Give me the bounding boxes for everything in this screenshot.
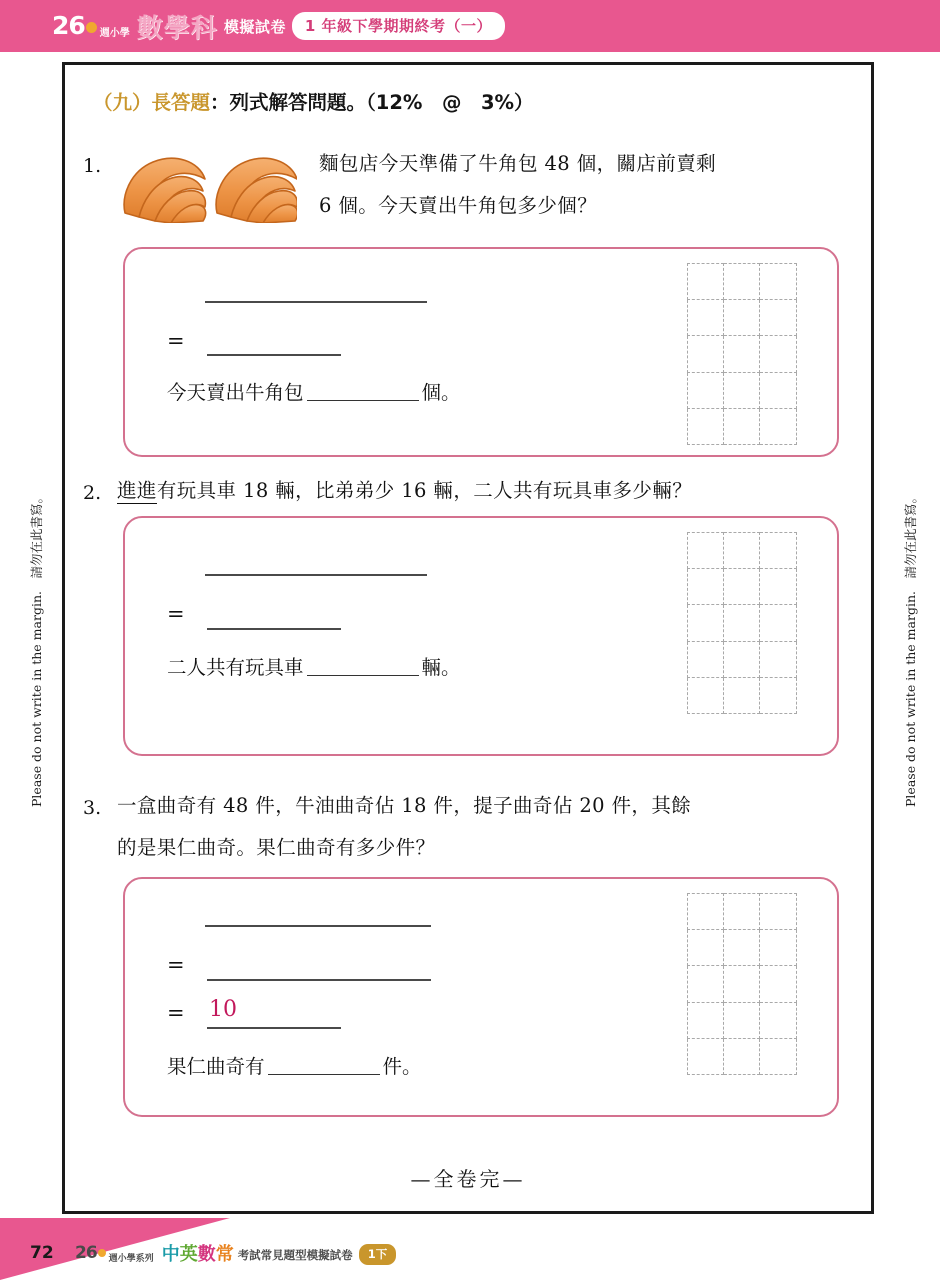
grid-cell[interactable] [760, 1039, 797, 1075]
work-line-1[interactable] [205, 301, 427, 303]
answer-box[interactable] [123, 516, 839, 756]
grid-cell[interactable] [760, 336, 797, 372]
grid-cell[interactable] [760, 893, 797, 930]
working-grid[interactable] [687, 263, 797, 445]
grid-cell[interactable] [687, 605, 724, 641]
section-heading [93, 87, 534, 115]
answer-sentence-suffix: 件。 [382, 1055, 422, 1078]
footer-subject-char-2: 英 [179, 1244, 198, 1265]
answer-blank[interactable] [307, 655, 419, 676]
written-answer-value: 10 [209, 997, 237, 1022]
underlined-name: 進進 [117, 479, 157, 502]
question-2 [65, 470, 877, 780]
grid-cell[interactable] [760, 605, 797, 641]
question-text-rest: 有玩具車 18 輛，比弟弟少 16 輛，二人共有玩具車多少輛？ [156, 479, 693, 502]
subject-title: 數學科 [136, 13, 218, 44]
grid-cell[interactable] [687, 336, 724, 372]
work-line-1[interactable] [205, 925, 431, 927]
margin-note-left: Please do not write in the margin. 請勿在此書寫。 [29, 491, 44, 807]
work-line-2[interactable] [207, 354, 341, 356]
answer-box[interactable] [123, 247, 839, 457]
footer-subject-char-1: 中 [161, 1244, 180, 1265]
footer-subject-char-4: 常 [215, 1244, 234, 1265]
grid-cell[interactable] [760, 930, 797, 966]
answer-sentence-prefix: 二人共有玩具車 [167, 656, 304, 679]
footer-logo-subtitle: 週小學系列 [108, 1253, 154, 1264]
grid-cell[interactable] [687, 1003, 724, 1039]
section-instruction-label: ：列式解答問題。（12% @ 3%） [210, 91, 534, 114]
brand-logo-subtitle: 週小學 [99, 27, 130, 39]
banner-content [52, 9, 505, 43]
grid-cell[interactable] [760, 532, 797, 569]
question-text-line1: 一盒曲奇有 48 件，牛油曲奇佔 18 件，提子曲奇佔 20 件，其餘 [117, 794, 692, 817]
answer-sentence [167, 1051, 422, 1079]
page-number: 72 [30, 1243, 54, 1263]
grid-cell[interactable] [687, 966, 724, 1002]
margin-note-right: Please do not write in the margin. 請勿在此書寫。 [903, 491, 918, 807]
equals-sign-1: = [167, 602, 185, 626]
equals-sign-2: = [167, 1001, 185, 1025]
answer-sentence [167, 652, 461, 680]
grade-term-badge: 1 年級下學期期終考（一） [292, 12, 505, 40]
equals-sign-1: = [167, 953, 185, 977]
brand-logo-26: 26 [52, 10, 85, 40]
grid-cell[interactable] [724, 1039, 761, 1075]
grid-cell[interactable] [687, 263, 724, 300]
answer-sentence-prefix: 果仁曲奇有 [167, 1055, 265, 1078]
grid-cell[interactable] [724, 263, 761, 300]
footer-grade-badge: 1下 [359, 1244, 397, 1265]
grid-cell[interactable] [724, 373, 761, 409]
grid-cell[interactable] [724, 966, 761, 1002]
grid-cell[interactable] [724, 1003, 761, 1039]
question-1 [65, 143, 877, 463]
question-number: 3. [83, 797, 102, 819]
answer-blank[interactable] [268, 1054, 380, 1075]
question-text-line1: 麵包店今天準備了牛角包 48 個，關店前賣剩 [319, 152, 717, 175]
work-line-3[interactable] [207, 1027, 341, 1029]
grid-cell[interactable] [687, 642, 724, 678]
grid-cell[interactable] [760, 300, 797, 336]
grid-cell[interactable] [760, 263, 797, 300]
grid-cell[interactable] [724, 409, 761, 445]
grid-cell[interactable] [687, 300, 724, 336]
grid-cell[interactable] [724, 893, 761, 930]
question-3 [65, 785, 877, 1125]
end-of-paper-label: —全卷完— [410, 1167, 526, 1191]
work-line-2[interactable] [207, 979, 431, 981]
work-line-2[interactable] [207, 628, 341, 630]
answer-sentence-prefix: 今天賣出牛角包 [167, 381, 304, 404]
grid-cell[interactable] [687, 1039, 724, 1075]
footer-series-bar [75, 1240, 396, 1266]
answer-box[interactable] [123, 877, 839, 1117]
grid-cell[interactable] [760, 1003, 797, 1039]
grid-cell[interactable] [724, 336, 761, 372]
grid-cell[interactable] [687, 409, 724, 445]
grid-cell[interactable] [724, 605, 761, 641]
grid-cell[interactable] [760, 678, 797, 714]
top-banner [0, 0, 940, 52]
footer-logo-26: 26 [75, 1243, 97, 1263]
grid-cell[interactable] [760, 409, 797, 445]
answer-sentence-suffix: 個。 [421, 381, 461, 404]
grid-cell[interactable] [724, 300, 761, 336]
grid-cell[interactable] [724, 930, 761, 966]
paper-kind-label: 模擬試卷 [223, 17, 286, 36]
question-number: 2. [83, 482, 102, 504]
working-grid[interactable] [687, 893, 797, 1075]
grid-cell[interactable] [687, 930, 724, 966]
answer-sentence [167, 377, 461, 405]
question-text-line2: 的是果仁曲奇。果仁曲奇有多少件？ [117, 836, 436, 859]
question-text-line2: 6 個。今天賣出牛角包多少個？ [319, 194, 598, 217]
answer-sentence-suffix: 輛。 [421, 656, 461, 679]
footer-logo-dot-icon [98, 1249, 106, 1257]
equals-sign-1: = [167, 329, 185, 353]
answer-blank[interactable] [307, 380, 419, 401]
grid-cell[interactable] [724, 678, 761, 714]
grid-cell[interactable] [760, 569, 797, 605]
grid-cell[interactable] [724, 642, 761, 678]
section-number-label: （九）長答題 [93, 91, 211, 114]
working-grid[interactable] [687, 532, 797, 714]
grid-cell[interactable] [687, 373, 724, 409]
work-line-1[interactable] [205, 574, 427, 576]
grid-cell[interactable] [687, 678, 724, 714]
footer-description: 考試常見題型模擬試卷 [237, 1248, 353, 1262]
grid-cell[interactable] [760, 642, 797, 678]
grid-cell[interactable] [724, 532, 761, 569]
question-text-line1 [117, 470, 692, 512]
croissant-illustration [117, 151, 297, 223]
grid-cell[interactable] [687, 569, 724, 605]
grid-cell[interactable] [760, 966, 797, 1002]
grid-cell[interactable] [724, 569, 761, 605]
grid-cell[interactable] [760, 373, 797, 409]
exam-page-frame [62, 62, 874, 1214]
question-number: 1. [83, 155, 102, 177]
brand-logo-dot-icon [86, 22, 97, 33]
footer-subject-char-3: 數 [197, 1244, 216, 1265]
grid-cell[interactable] [687, 532, 724, 569]
grid-cell[interactable] [687, 893, 724, 930]
